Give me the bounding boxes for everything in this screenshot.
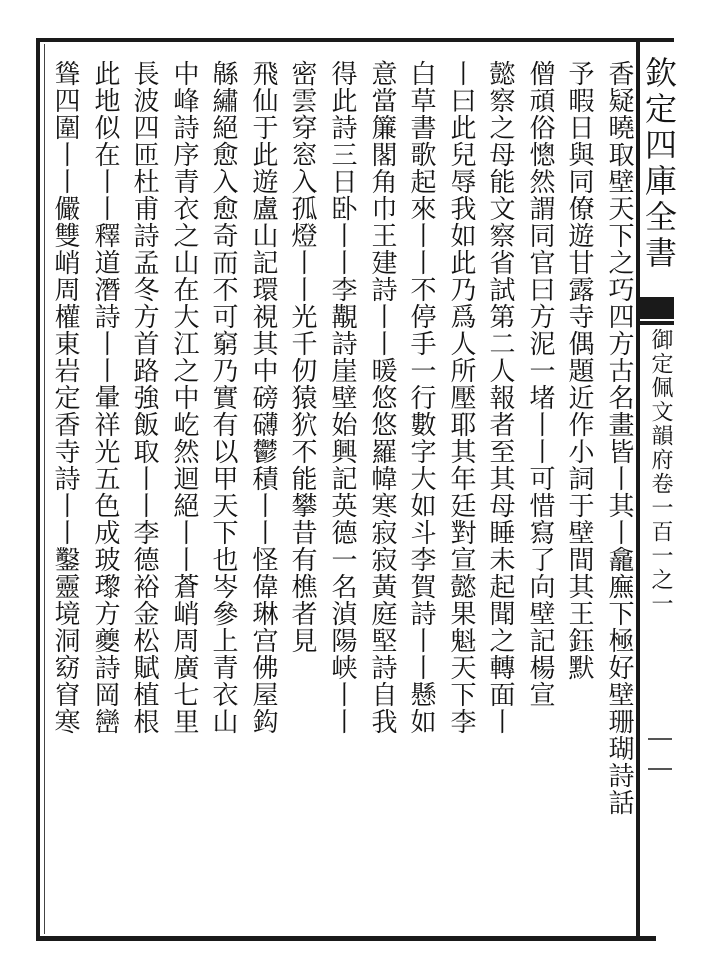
text-column-6: 白草書歌起來丨丨不停手一行數字大如斗李賀詩丨丨懸如 xyxy=(406,60,436,735)
fishtail-mark xyxy=(638,297,674,319)
text-column-8: 得此詩三日卧丨丨李覯詩崖壁始興記英德一名湞陽峡丨丨 xyxy=(327,60,357,735)
text-column-12: 中峰詩序青衣之山在大江之中屹然迴絕丨丨蒼峭周廣七里 xyxy=(169,60,199,735)
text-column-10: 飛仙于此遊盧山記環視其中磅礴鬱積丨丨怪偉琳宫佛屋鈎 xyxy=(248,60,278,735)
text-column-7: 意當簾閣角巾王建詩丨丨暖悠悠羅幃寒寂寂黃庭堅詩自我 xyxy=(367,60,397,735)
spine-subtitle: 御定佩文韻府卷一百一之一 xyxy=(648,328,673,616)
bottom-border-rule xyxy=(38,936,656,941)
text-column-11: 緜繡絕愈入愈奇而不可窮乃實有以甲天下也岑參上青衣山 xyxy=(208,60,238,735)
left-border-rule xyxy=(36,38,40,941)
text-column-15: 聳四圍丨丨儼雙峭周權東岩定香寺詩丨丨鑿靈境洞窈窅寒 xyxy=(50,60,80,735)
fishtail-mark-lower xyxy=(638,321,674,325)
text-column-2: 予暇日與同僚遊甘露寺偶題近作小詞于壁間其王鈺默 xyxy=(564,60,594,681)
text-column-14: 此地似在丨丨釋道潛詩丨丨暈祥光五色成玻瓈方夔詩岡巒 xyxy=(90,60,120,735)
top-border-rule xyxy=(38,38,674,42)
text-column-3: 僧頑俗憁然謂同官曰方泥一堵丨丨可惜寫了向壁記楊宣 xyxy=(525,60,555,708)
text-column-4: 懿察之母能文察省試第二人報者至其母睡未起聞之轉面丨 xyxy=(485,60,515,735)
spine-title: 欽定四庫全書 xyxy=(640,56,678,272)
left-inner-rule xyxy=(44,44,45,934)
text-column-9: 密雲穿窓入孤燈丨丨光千仞猿狖不能攀昔有樵者見 xyxy=(287,60,317,654)
page-number-mark xyxy=(648,738,672,770)
text-column-13: 長波四匝杜甫詩孟冬方首路強飯取丨丨李德裕金松賦植根 xyxy=(129,60,159,735)
text-column-1: 香疑曉取壁天下之巧四方古名畫皆丨其丨龕廡下極好壁珊瑚詩話 xyxy=(604,60,634,816)
text-column-5: 丨曰此兒辱我如此乃爲人所壓耶其年廷對宣懿果魁天下李 xyxy=(446,60,476,735)
